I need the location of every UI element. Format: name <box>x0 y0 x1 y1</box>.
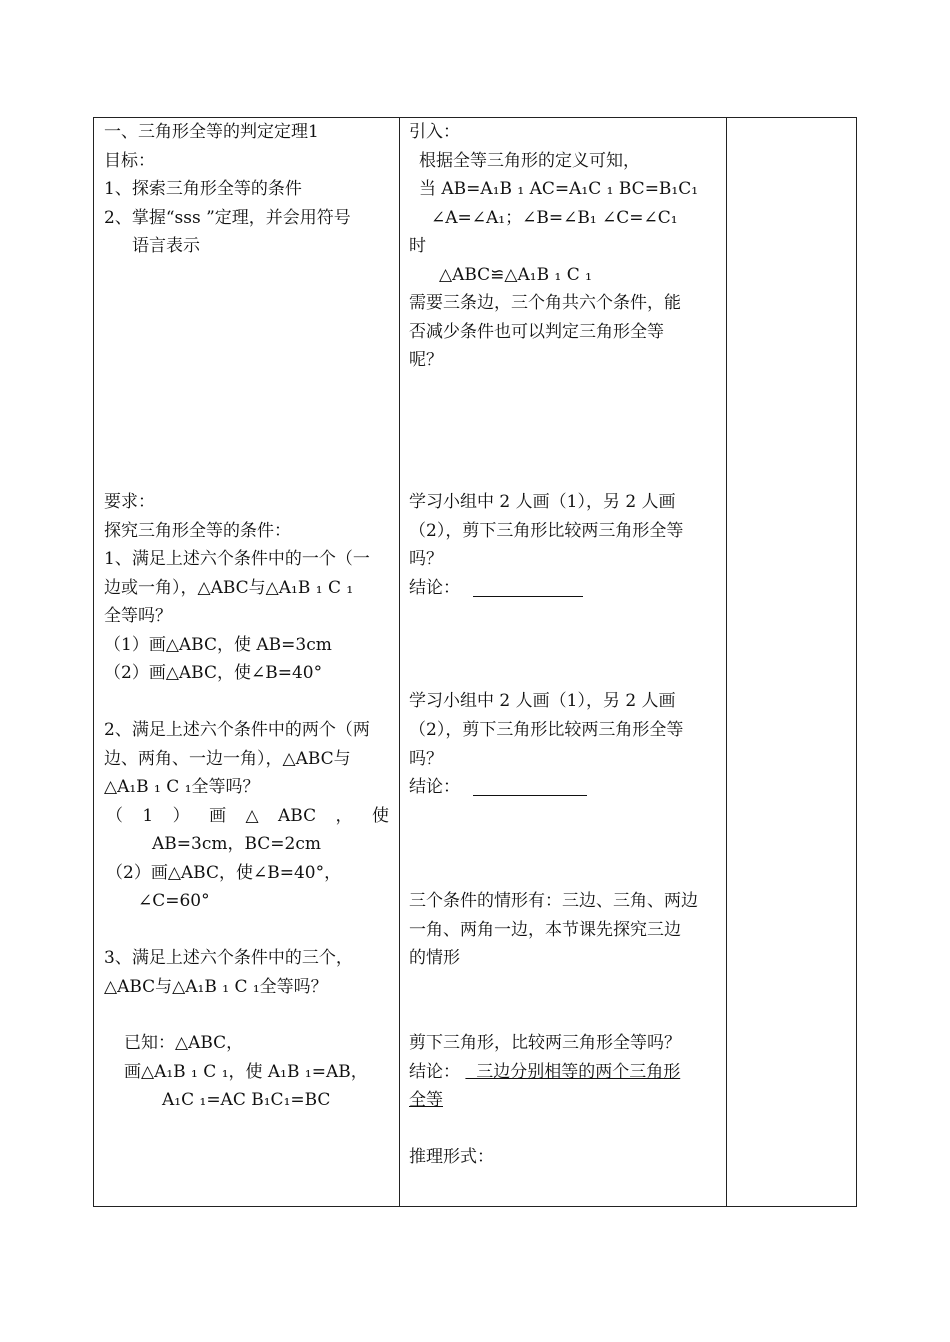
conclusion-3-cont: 全等 <box>409 1088 549 1112</box>
middle-column <box>399 118 726 1206</box>
task-1-cont: 边或一角），△ABC与△A₁B ₁ C ₁ <box>104 578 354 598</box>
conclusion-1-blank[interactable] <box>473 578 583 597</box>
given-construct: 画△A₁B ₁ C ₁，使 A₁B ₁=AB， <box>124 1062 368 1082</box>
activity-2-line-1: 学习小组中 2 人画（1），另 2 人画 <box>409 691 676 711</box>
task-2-sub-2-cont: ∠C=60° <box>138 891 210 911</box>
task-1-sub-2: （2）画△ABC，使∠B=40° <box>104 663 323 683</box>
requirements-heading: 要求： <box>104 492 155 512</box>
task-1-sub-1: （1）画△ABC，使 AB=3cm <box>104 635 332 655</box>
intro-line-8: 呢？ <box>409 350 443 370</box>
intro-line-6: 需要三条边，三个角共六个条件，能 <box>409 293 681 313</box>
goal-2-cont: 语言表示 <box>132 236 200 256</box>
conclusion-3-underline <box>443 1088 549 1112</box>
goals-heading: 目标： <box>104 151 155 171</box>
task-2-sub-2: （2）画△ABC，使∠B=40°， <box>106 863 342 883</box>
conclusion-1: 结论： <box>409 576 583 600</box>
given-construct-cont: A₁C ₁=AC B₁C₁=BC <box>162 1090 331 1110</box>
task-2-cont: 边、两角、一边一角），△ABC与 <box>104 749 351 769</box>
conclusion-2-blank[interactable] <box>473 777 587 796</box>
activity-3-line-1: 剪下三角形，比较两三角形全等吗？ <box>409 1033 681 1053</box>
task-1-cont-2: 全等吗？ <box>104 606 172 626</box>
cases-line-1: 三个条件的情形有：三边、三角、两边 <box>409 891 698 911</box>
requirements-text: 探究三角形全等的条件： <box>104 521 291 541</box>
intro-line-2: 当 AB=A₁B ₁ AC=A₁C ₁ BC=B₁C₁ <box>419 179 699 199</box>
cases-line-2: 一角、两角一边，本节课先探究三边 <box>409 920 681 940</box>
intro-line-4: 时 <box>409 236 426 256</box>
reasoning-form: 推理形式： <box>409 1147 494 1167</box>
goal-2: 2、掌握“sss ”定理，并会用符号 <box>104 208 351 228</box>
task-2-sub-1-cont: AB=3cm，BC=2cm <box>152 834 321 854</box>
activity-1-line-3: 吗？ <box>409 549 443 569</box>
cases-line-3: 的情形 <box>409 948 460 968</box>
intro-line-3: ∠A=∠A₁；∠B=∠B₁ ∠C=∠C₁ <box>431 208 678 228</box>
activity-1-line-2: （2），剪下三角形比较两三角形全等 <box>409 521 684 541</box>
lesson-table <box>93 117 857 1207</box>
goal-1: 1、探索三角形全等的条件 <box>104 179 302 199</box>
conclusion-3: 结论： 三边分别相等的两个三角形 <box>409 1062 681 1082</box>
task-2-sub-1: （ 1 ） 画 △ ABC ， 使 <box>106 806 389 826</box>
activity-1-line-1: 学习小组中 2 人画（1），另 2 人画 <box>409 492 676 512</box>
section-title: 一、三角形全等的判定定理1 <box>104 122 319 142</box>
given: 已知：△ABC， <box>124 1033 244 1053</box>
intro-line-7: 否减少条件也可以判定三角形全等 <box>409 322 664 342</box>
task-2: 2、满足上述六个条件中的两个（两 <box>104 720 370 740</box>
task-3: 3、满足上述六个条件中的三个， <box>104 948 353 968</box>
task-1: 1、满足上述六个条件中的一个（一 <box>104 549 370 569</box>
activity-2-line-2: （2），剪下三角形比较两三角形全等 <box>409 720 684 740</box>
intro-line-1: 根据全等三角形的定义可知， <box>419 151 640 171</box>
activity-2-line-3: 吗？ <box>409 749 443 769</box>
conclusion-2: 结论： <box>409 775 587 799</box>
left-column <box>94 118 399 1206</box>
intro-heading: 引入： <box>409 122 460 142</box>
notes-column <box>726 118 856 1206</box>
task-2-cont-2: △A₁B ₁ C ₁全等吗？ <box>104 777 260 797</box>
intro-line-5: △ABC≌△A₁B ₁ C ₁ <box>439 265 592 285</box>
task-3-cont: △ABC与△A₁B ₁ C ₁全等吗？ <box>104 977 328 997</box>
